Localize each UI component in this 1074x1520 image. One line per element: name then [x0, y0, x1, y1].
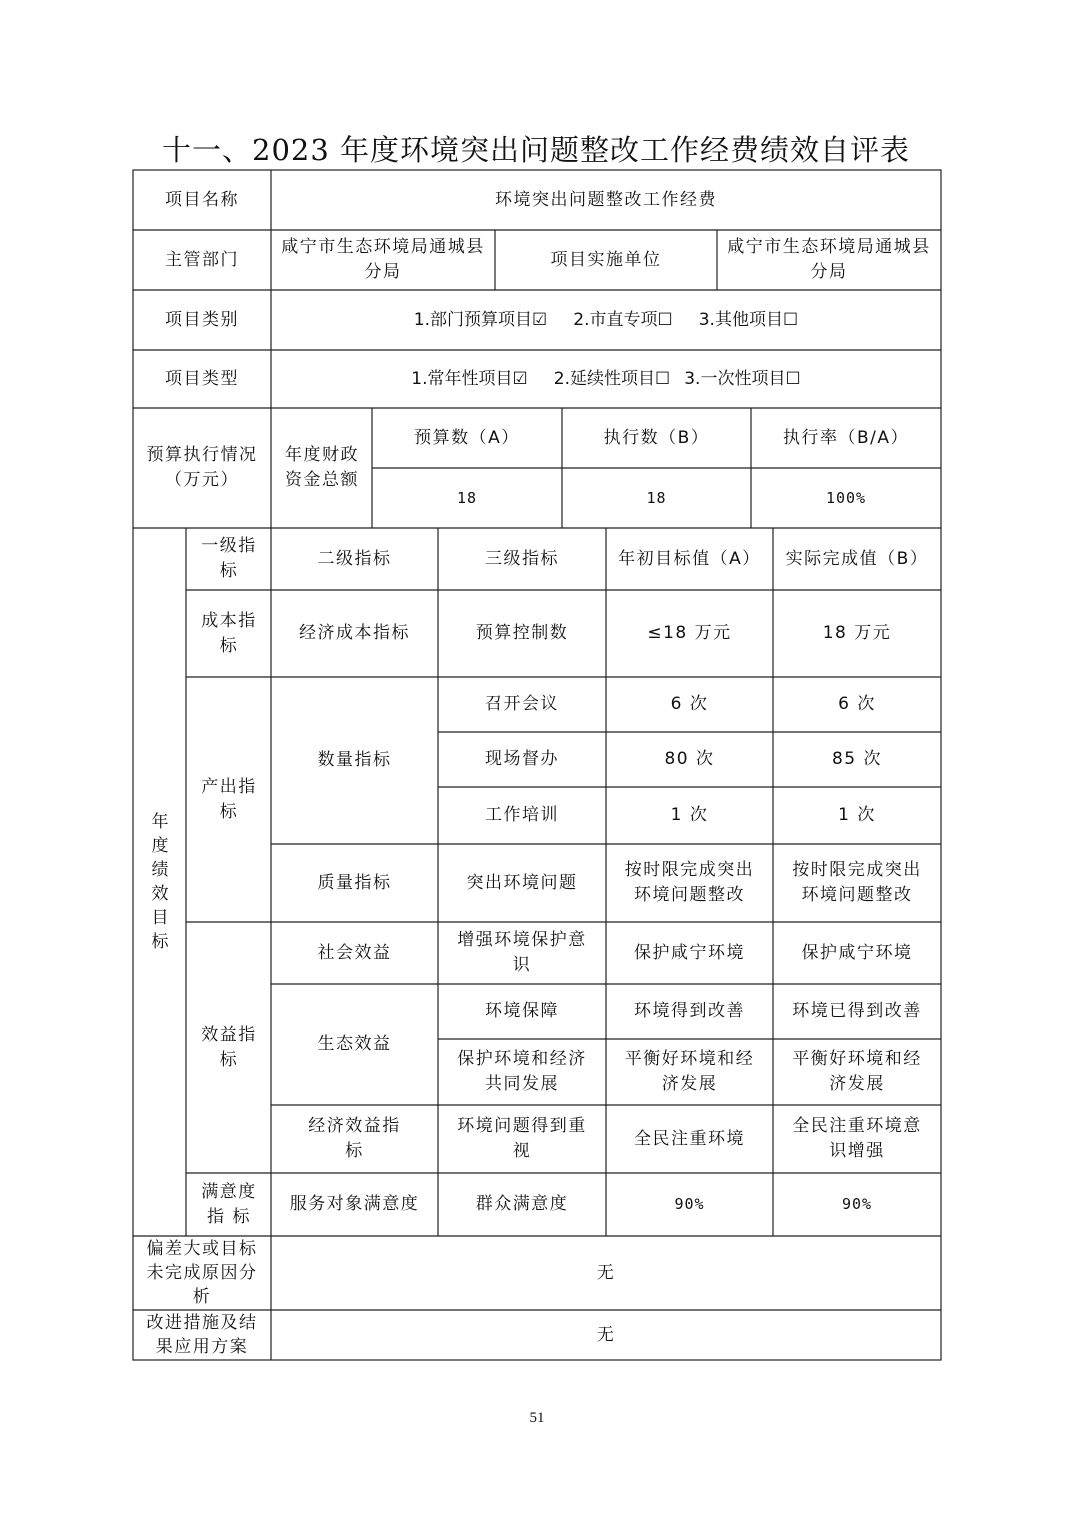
project-name-label: 项目名称 — [165, 189, 239, 210]
category-options — [271, 290, 941, 350]
eco-row-2-target: 平衡好环境和经济发展 — [624, 1049, 755, 1094]
satisfaction-actual: 90% — [841, 1195, 873, 1213]
quality-level3: 突出环境问题 — [466, 872, 578, 893]
eco-row-1-level3: 环境保障 — [485, 1001, 559, 1021]
social-level3: 增强环境保护意识 — [457, 930, 587, 975]
type-options — [271, 350, 941, 408]
goals-head-target: 年初目标值（A） — [618, 548, 761, 569]
goals-head-level1: 一级指标 — [201, 536, 257, 581]
quantity-row-3-level3: 工作培训 — [485, 805, 559, 825]
social-label: 社会效益 — [317, 942, 392, 963]
improvement-label: 改进措施及结果应用方案 — [146, 1313, 258, 1357]
impl-unit-label: 项目实施单位 — [550, 249, 662, 270]
project-name-value: 环境突出问题整改工作经费 — [495, 189, 717, 210]
output-level1: 产出指标 — [201, 776, 257, 822]
quantity-row-1-target: 6 次 — [670, 694, 709, 714]
budget-sublabel: 年度财政资金总额 — [285, 445, 359, 490]
budget-col-rate: 执行率（B/A） — [782, 427, 910, 448]
satisfaction-level1: 满意度指 标 — [201, 1181, 257, 1227]
cost-target: ≤18 万元 — [647, 623, 732, 643]
type-label: 项目类型 — [165, 368, 239, 389]
econ-target: 全民注重环境 — [634, 1128, 745, 1149]
econ-label: 经济效益指标 — [308, 1116, 401, 1161]
category-option-1: 1.部门预算项目☑ — [413, 309, 548, 330]
quantity-row-2-level3: 现场督办 — [485, 749, 559, 769]
category-option-3: 3.其他项目☐ — [698, 309, 799, 330]
page-title: 十一、2023 年度环境突出问题整改工作经费绩效自评表 — [162, 133, 911, 167]
goals-side-label: 年度绩效目标 — [151, 812, 169, 952]
eco-label: 生态效益 — [317, 1034, 392, 1054]
department-value: 咸宁市生态环境局通城县分局 — [281, 237, 485, 282]
cost-level2: 经济成本指标 — [299, 623, 410, 643]
rate-value: 100% — [825, 488, 867, 507]
eco-row-1-actual: 环境已得到改善 — [792, 1001, 922, 1021]
eco-row-2-actual: 平衡好环境和经济发展 — [792, 1049, 922, 1094]
budget-col-exec: 执行数（B） — [603, 427, 710, 448]
benefit-level1: 效益指标 — [201, 1024, 257, 1070]
quantity-row-1-level3: 召开会议 — [485, 694, 559, 714]
category-option-2: 2.市直专项☐ — [573, 309, 673, 330]
type-option-3: 3.一次性项目☐ — [684, 368, 801, 389]
goals-head-level3: 三级指标 — [485, 548, 559, 569]
page-number: 51 — [529, 1410, 545, 1426]
cost-level1: 成本指标 — [201, 610, 257, 656]
econ-actual: 全民注重环境意识增强 — [792, 1116, 922, 1161]
budget-value: 18 — [456, 488, 478, 507]
cost-level3: 预算控制数 — [475, 623, 569, 643]
quantity-row-3-target: 1 次 — [670, 805, 709, 825]
eco-row-1-target: 环境得到改善 — [634, 1001, 745, 1021]
cost-actual: 18 万元 — [822, 623, 892, 643]
type-option-1: 1.常年性项目☑ — [411, 368, 528, 389]
deviation-label: 偏差大或目标未完成原因分析 — [146, 1239, 258, 1307]
quantity-label: 数量指标 — [317, 750, 392, 770]
social-actual: 保护咸宁环境 — [801, 942, 913, 963]
social-target: 保护咸宁环境 — [634, 942, 745, 963]
quantity-row-2-actual: 85 次 — [831, 749, 883, 769]
budget-col-budget: 预算数（A） — [414, 427, 520, 448]
quantity-row-3-actual: 1 次 — [838, 805, 876, 825]
type-option-2: 2.延续性项目☐ — [553, 368, 671, 389]
goals-head-level2: 二级指标 — [317, 548, 392, 569]
eco-row-2-level3: 保护环境和经济共同发展 — [457, 1049, 587, 1094]
improvement-value: 无 — [596, 1324, 616, 1345]
quality-target: 按时限完成突出环境问题整改 — [624, 860, 755, 905]
satisfaction-target: 90% — [674, 1195, 705, 1213]
quantity-row-1-actual: 6 次 — [838, 694, 876, 714]
quantity-row-2-target: 80 次 — [664, 749, 715, 769]
quality-actual: 按时限完成突出环境问题整改 — [792, 860, 922, 905]
category-label: 项目类别 — [165, 309, 239, 330]
satisfaction-level3: 群众满意度 — [475, 1194, 569, 1214]
budget-label: 预算执行情况（万元） — [146, 445, 258, 490]
satisfaction-level2: 服务对象满意度 — [289, 1194, 420, 1214]
econ-level3: 环境问题得到重视 — [457, 1116, 587, 1161]
goals-head-actual: 实际完成值（B） — [785, 548, 929, 569]
deviation-value: 无 — [596, 1262, 616, 1283]
exec-value: 18 — [646, 488, 667, 507]
impl-unit-value: 咸宁市生态环境局通城县分局 — [727, 237, 931, 282]
quality-label: 质量指标 — [317, 872, 392, 893]
department-label: 主管部门 — [165, 249, 239, 270]
